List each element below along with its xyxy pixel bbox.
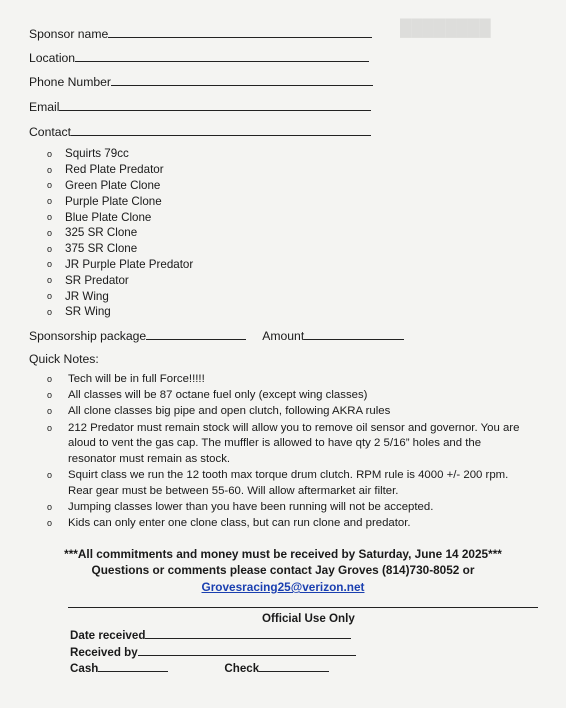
bullet-icon: o [47,469,53,480]
bullet-icon: o [47,306,53,317]
contact-field[interactable] [29,125,371,139]
bullet-icon: o [47,180,53,191]
note-text: Squirt class we run the 12 tooth max torque drum clutch. RPM rule is 4000 +/- 200 rpm. Rear gear must be between 55-60. Will allow aftermarket air filter. [68,468,509,497]
note-text: 212 Predator must remain stock will allow you to remove oil sensor and governor. You are aloud to vent the gas cap. The muffler is allowed to have qty 2 5/16” holes and the resonator must remain as stock. [68,421,520,465]
class-label: 325 SR Clone [65,226,138,240]
sponsorship-package-line[interactable] [146,329,246,340]
date-received-line[interactable] [145,628,351,639]
bullet-icon: o [47,212,53,223]
class-item [29,146,193,162]
sponsorship-row [29,329,404,343]
location-line[interactable] [75,51,369,62]
date-received-field [70,628,351,642]
note-item [47,421,527,468]
bullet-icon: o [47,517,53,528]
contact-email-link[interactable]: Grovesracing25@verizon.net [201,580,365,594]
sponsor-name-label: Sponsor name [29,27,109,41]
note-text: All classes will be 87 octane fuel only (except wing classes) [68,389,368,402]
class-item [29,272,193,288]
sponsor-name-field[interactable] [29,27,372,41]
phone-line[interactable] [111,75,373,86]
bullet-icon: o [47,227,53,238]
class-item [29,241,193,257]
bullet-icon: o [47,243,53,254]
note-item [47,516,527,532]
bullet-icon: o [47,291,53,302]
bullet-icon: o [47,422,53,433]
class-item [29,178,193,194]
deadline-notice: ***All commitments and money must be received by Saturday, June 14 2025*** [64,547,502,561]
note-text: Kids can only enter one clone class, but can run clone and predator. [68,516,411,529]
class-item [29,288,193,304]
date-received-label: Date received [70,629,146,642]
class-label: Purple Plate Clone [65,194,162,208]
sponsor-name-line[interactable] [108,27,372,38]
class-label: Red Plate Predator [65,163,164,177]
note-item [47,468,527,499]
note-item [47,404,527,420]
bullet-icon: o [47,196,53,207]
contact-notice: Questions or comments please contact Jay Groves (814)730-8052 or [91,563,475,577]
bullet-icon: o [47,148,53,159]
note-item [47,372,527,388]
email-label: Email [29,100,60,114]
class-label: Green Plate Clone [65,178,161,192]
bullet-icon: o [47,406,53,417]
note-item [47,388,527,404]
class-label: JR Wing [65,289,109,303]
bullet-icon: o [47,259,53,270]
phone-label: Phone Number [29,75,111,89]
contact-line[interactable] [71,125,371,136]
note-item [47,500,527,516]
class-label: Squirts 79cc [65,147,129,161]
cash-line[interactable] [98,661,168,672]
amount-label: Amount [262,329,305,343]
class-item [29,193,193,209]
class-label: Blue Plate Clone [65,210,152,224]
class-list [29,146,193,320]
phone-field[interactable] [29,75,373,89]
received-by-label: Received by [70,646,138,659]
quick-notes-list [47,372,527,532]
check-label: Check [224,662,260,675]
class-label: JR Purple Plate Predator [65,257,194,271]
received-by-line[interactable] [138,645,356,656]
class-item [29,225,193,241]
note-text: All clone classes big pipe and open clutch, following AKRA rules [68,405,391,418]
official-use-title: Official Use Only [262,612,355,625]
class-label: 375 SR Clone [65,242,138,256]
note-text: Jumping classes lower than you have been running will not be accepted. [68,500,434,513]
bullet-icon: o [47,374,53,384]
amount-line[interactable] [304,329,404,340]
email-field[interactable] [29,100,371,114]
class-label: SR Predator [65,273,129,287]
contact-label: Contact [29,125,72,139]
check-line[interactable] [259,661,329,672]
sponsorship-package-label: Sponsorship package [29,329,147,343]
quick-notes-heading: Quick Notes: [29,352,99,366]
cash-label: Cash [70,662,99,675]
class-item [29,162,193,178]
payment-row [70,661,329,675]
bullet-icon: o [47,275,53,286]
class-item [29,304,193,320]
bullet-icon: o [47,164,53,175]
divider [68,607,538,608]
bullet-icon: o [47,390,53,401]
bullet-icon: o [47,501,53,512]
received-by-field [70,645,356,659]
class-item [29,257,193,273]
location-label: Location [29,51,76,65]
bleed-through-text: ████████ [400,20,491,37]
email-line[interactable] [59,100,371,111]
contact-email-row [0,580,566,594]
class-label: SR Wing [65,305,111,319]
class-item [29,209,193,225]
note-text: Tech will be in full Force!!!!! [68,373,205,385]
location-field[interactable] [29,51,369,65]
